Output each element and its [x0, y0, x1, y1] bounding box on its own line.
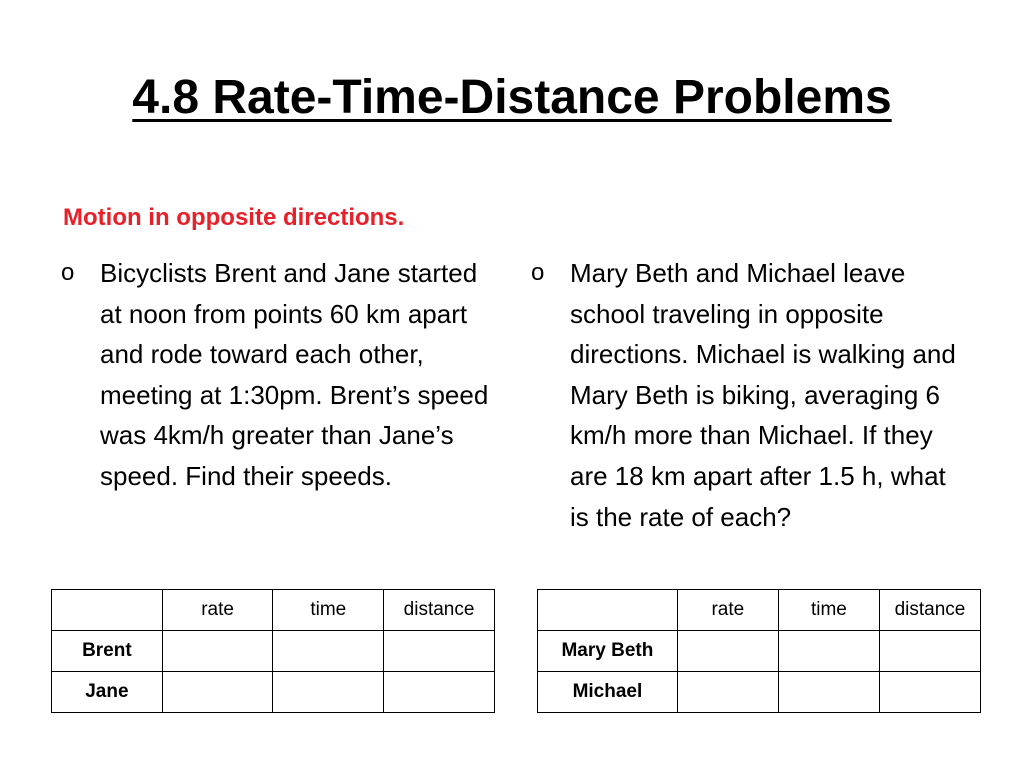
table-cell — [677, 672, 778, 713]
rate-time-distance-table-left — [51, 589, 495, 713]
table-row — [52, 672, 495, 713]
table-header-cell — [52, 590, 163, 631]
row-label: Brent — [52, 631, 163, 672]
table-header-row — [52, 590, 495, 631]
bullet-icon: o — [61, 259, 75, 286]
rate-time-distance-table-right — [537, 589, 981, 713]
table-row — [538, 672, 981, 713]
table-cell — [778, 631, 879, 672]
table-cell — [273, 672, 384, 713]
table-cell — [879, 672, 980, 713]
table-cell — [273, 631, 384, 672]
table-cell — [162, 672, 273, 713]
row-label: Michael — [538, 672, 678, 713]
row-label: Mary Beth — [538, 631, 678, 672]
section-subtitle: Motion in opposite directions. — [63, 204, 405, 231]
table-cell — [162, 631, 273, 672]
slide-title: 4.8 Rate-Time-Distance Problems — [132, 71, 892, 124]
problem-right — [531, 253, 971, 583]
table-header-cell: rate — [677, 590, 778, 631]
table-header-cell: distance — [879, 590, 980, 631]
table-header-cell: rate — [162, 590, 273, 631]
table-cell — [677, 631, 778, 672]
table-header-cell: time — [778, 590, 879, 631]
problem-text: Mary Beth and Michael leave school traveling in opposite directions. Michael is walking and Mary Beth is biking, averaging 6 km/h more than Michael. If they are 18 km apart after 1.5 h, what is the rate of each? — [570, 258, 956, 532]
table-header-cell: time — [273, 590, 384, 631]
table-header-row — [538, 590, 981, 631]
row-label: Jane — [52, 672, 163, 713]
table-cell — [384, 672, 495, 713]
bullet-icon: o — [531, 259, 545, 286]
problem-text: Bicyclists Brent and Jane started at noon from points 60 km apart and rode toward each other, meeting at 1:30pm. Brent’s speed was 4km/h greater than Jane’s speed. Find their speeds. — [100, 258, 489, 491]
problem-left — [61, 253, 506, 583]
table-row — [52, 631, 495, 672]
table-cell — [384, 631, 495, 672]
table-cell — [879, 631, 980, 672]
table-header-cell: distance — [384, 590, 495, 631]
table-cell — [778, 672, 879, 713]
table-header-cell — [538, 590, 678, 631]
table-row — [538, 631, 981, 672]
